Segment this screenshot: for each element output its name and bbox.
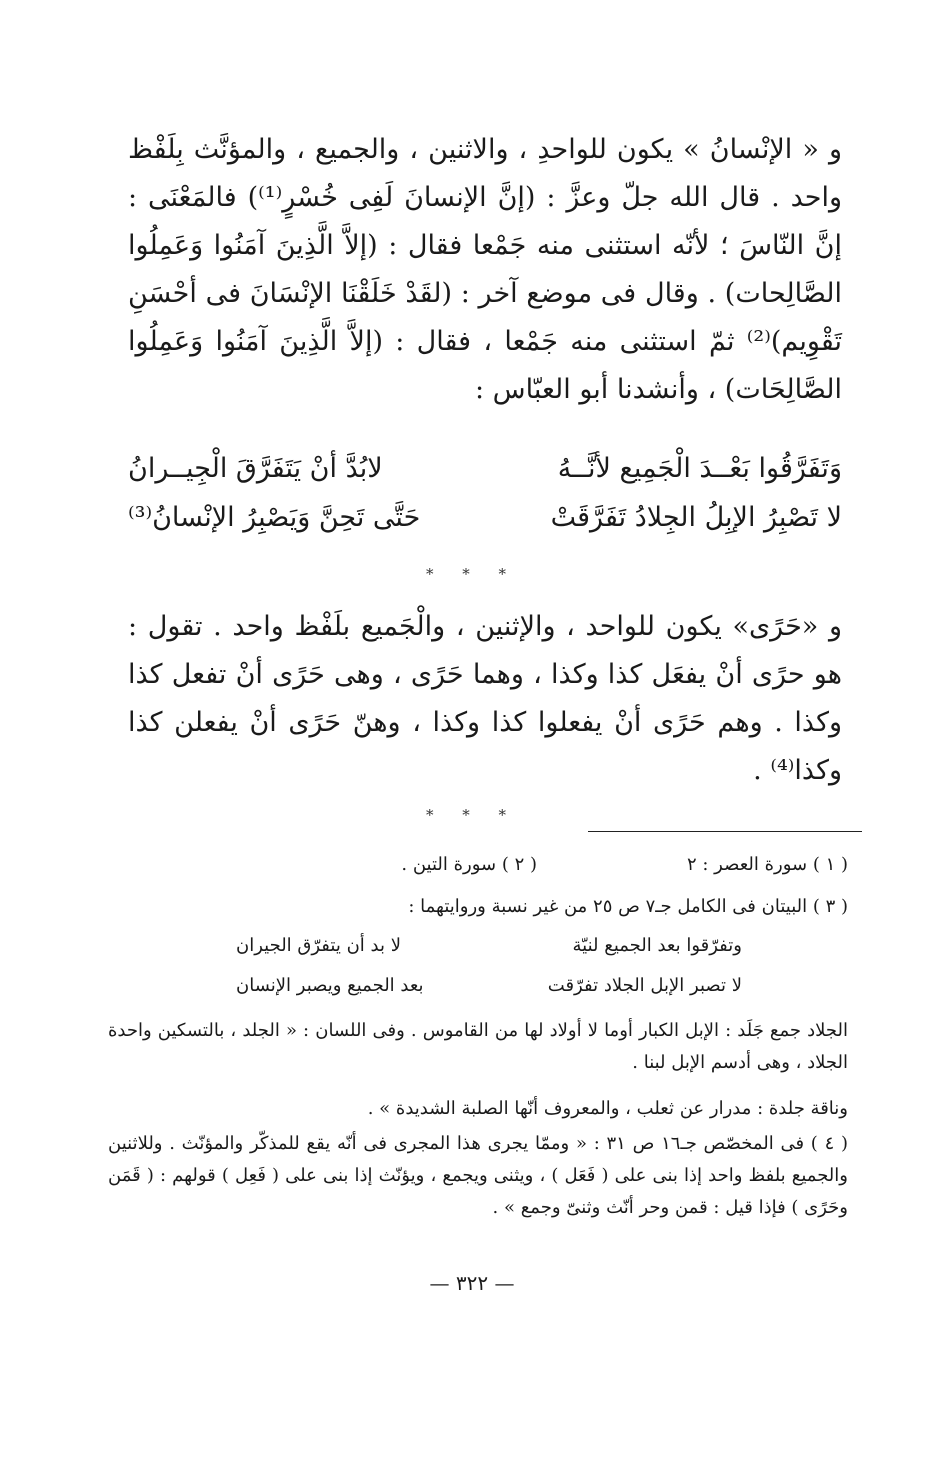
verse-2-first-hemistich: لا تَصْبِرُ الإبِلُ الجِلادُ تَفَرَّقَتْ (550, 502, 842, 533)
footnote-3-jilad-note: الجلاد جمع جَلَد : الإبل الكبار أوما لا أولاد لها من القاموس . وفى اللسان : « الجلد ، بالتسكين واحدة الجلاد ، وهى أدسم الإبل لبنا . (108, 1020, 848, 1073)
poem-verse-2 (128, 496, 842, 540)
page-number: — ٣٢٢ — (429, 1271, 515, 1295)
footnote-verse-1-second: لا بد أن يتفرّق الجيران (236, 935, 401, 956)
body-paragraph-insan: و « الإنْسانُ » يكون للواحدِ ، والاثنين ، والجميع ، والمؤنَّث بِلَفْظ واحد . قال الله جلّ وعزَّ : (إنَّ الإنسانَ لَفِى خُسْرٍ⁽¹⁾) فالمَعْنَى : إنَّ النّاسَ ؛ لأنّه استثنى منه جَمْعا فقال : (إلاَّ الَّذِينَ آمَنُوا وَعَمِلُوا الصَّالِحات) . وقال فى موضع آخر : (لقَدْ خَلَقْنَا الإنْسَانَ فى أحْسَنِ تَقْوِيم)⁽²⁾ ثمّ استثنى منه جَمْعا ، فقال : (إلاَّ الَّذِينَ آمَنُوا وَعَمِلُوا الصَّالِحَات) ، وأنشدنا أبو العبّاس : (128, 134, 842, 405)
verse-1-first-hemistich: وَتَفَرَّقُوا بَعْــدَ الْجَمِيع لأنَّــهُ (557, 453, 842, 484)
footnote-3-naqa-note: وناقة جلدة : مدرار عن ثعلب ، والمعروف أنّها الصلبة الشديدة » . (367, 1098, 848, 1119)
footnotes-1-2 (108, 850, 848, 880)
footnote-4: ( ٤ ) فى المخصّص جـ١٦ ص ٣١ : « وممّا يجرى هذا المجرى فى أنّه يقع للمذكّر والمؤنّث . وللاثنين والجميع بلفظ واحد إذا بنى على ( فَعَل ) ، ويثنى ويجمع ، ويؤنّث إذا بنى على ( فَعِل ) قولهم : ( قَمَن وحَرًى ) فإذا قيل : قمن وحر أنّث وثنىّ وجمع » . (108, 1133, 848, 1218)
poem-verse-1 (128, 447, 842, 491)
footnote-2: ( ٢ ) سورة التين . (401, 854, 537, 875)
footnote-verse-1-first: وتفرّقوا بعد الجميع لنيّة (572, 935, 742, 956)
verse-2-second-hemistich: حَتَّى تَحِنَّ وَيَصْبِرُ الإنْسانُ⁽³⁾ (128, 502, 421, 533)
footnote-divider (588, 831, 862, 832)
section-separator: * * * (425, 806, 519, 824)
section-separator: * * * (425, 565, 519, 583)
verse-1-second-hemistich: لابُدَّ أنْ يَتَفَرَّقَ الْجِيــرانُ (128, 453, 383, 484)
footnote-1: ( ١ ) سورة العصر : ٢ (686, 854, 848, 875)
footnote-3-verse-2 (236, 970, 742, 1002)
footnote-3: ( ٣ ) البيتان فى الكامل جـ٧ ص ٢٥ من غير نسبة وروايتهما : (408, 896, 848, 917)
footnote-verse-2-second: بعد الجميع ويصبر الإنسان (236, 975, 424, 996)
footnote-3-verse-1 (236, 930, 742, 962)
footnote-verse-2-first: لا تصبر الإبل الجلاد تفرّقت (547, 975, 742, 996)
body-paragraph-hara: و «حَرًى» يكون للواحد ، والإثنين ، والْجَميع بلَفْظ واحد . تقول : هو حرًى أنْ يفعَل كذا وكذا ، وهما حَرًى ، وهى حَرًى أنْ تفعل كذا وكذا . وهم حَرًى أنْ يفعلوا كذا وكذا ، وهنّ حَرًى أنْ يفعلن كذا وكذا⁽⁴⁾ . (128, 611, 842, 786)
